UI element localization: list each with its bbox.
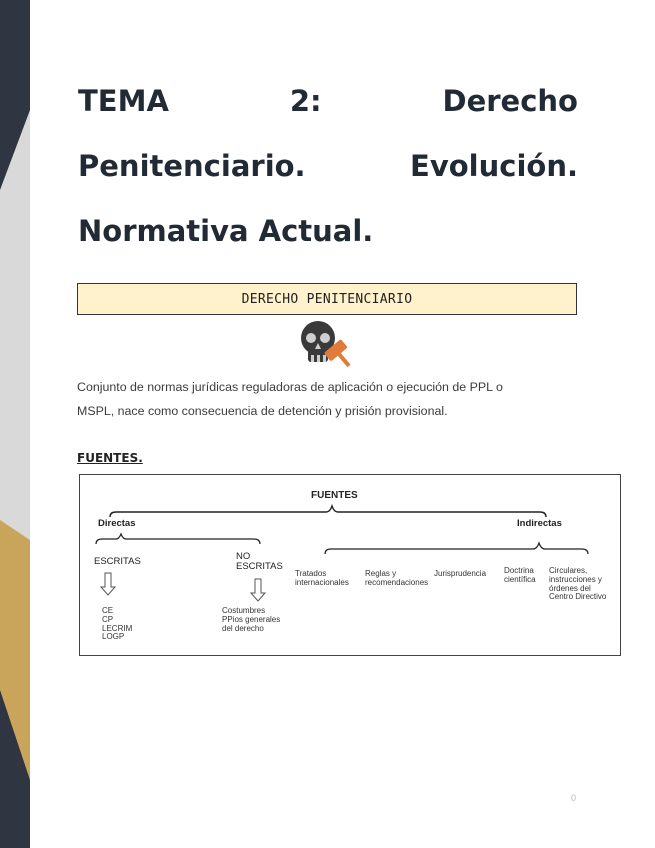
diagram-braces [80, 475, 620, 655]
decorative-side-band [0, 0, 30, 848]
page-title-line-1 [78, 84, 578, 118]
arrow-down-icon [101, 573, 115, 595]
title-word: 2: [289, 84, 322, 118]
section-banner: DERECHO PENITENCIARIO [77, 283, 577, 315]
diagram-no-escritas: NO ESCRITAS [236, 551, 283, 573]
title-word: Penitenciario. [78, 149, 306, 183]
arrow-down-icon [251, 579, 265, 601]
page-number: 0 [571, 793, 577, 803]
diagram-no-escritas-list: Costumbres PPios generales del derecho [222, 606, 281, 633]
diagram-indirect-item: Jurisprudencia [434, 569, 487, 578]
title-word: Derecho [442, 84, 578, 118]
diagram-indirect-item: Doctrina científica [504, 566, 536, 584]
diagram-branch-indirectas: Indirectas [517, 518, 562, 529]
diagram-indirect-item: Circulares, instrucciones y órdenes del Centro Directivo [549, 566, 607, 602]
title-word: Evolución. [410, 149, 578, 183]
diagram-indirect-item: Reglas y recomendaciones [365, 569, 429, 587]
page-title-line-2 [78, 149, 578, 183]
title-word: TEMA [78, 84, 169, 118]
skull-gavel-icon [298, 318, 356, 370]
sources-heading: FUENTES. [77, 451, 143, 465]
diagram-escritas-list: CE CP LECRIM LOGP [102, 606, 133, 642]
diagram-escritas: ESCRITAS [94, 556, 141, 567]
diagram-branch-directas: Directas [98, 518, 136, 529]
definition-text-line-1: Conjunto de normas jurídicas reguladoras de aplicación o ejecución de PPL o [77, 380, 503, 394]
definition-text-line-2: MSPL, nace como consecuencia de detención y prisión provisional. [77, 404, 448, 418]
sources-diagram [79, 474, 621, 656]
diagram-indirect-item: Tratados internacionales [295, 569, 349, 587]
diagram-title: FUENTES [311, 490, 358, 501]
page-title-line-3: Normativa Actual. [78, 214, 374, 248]
